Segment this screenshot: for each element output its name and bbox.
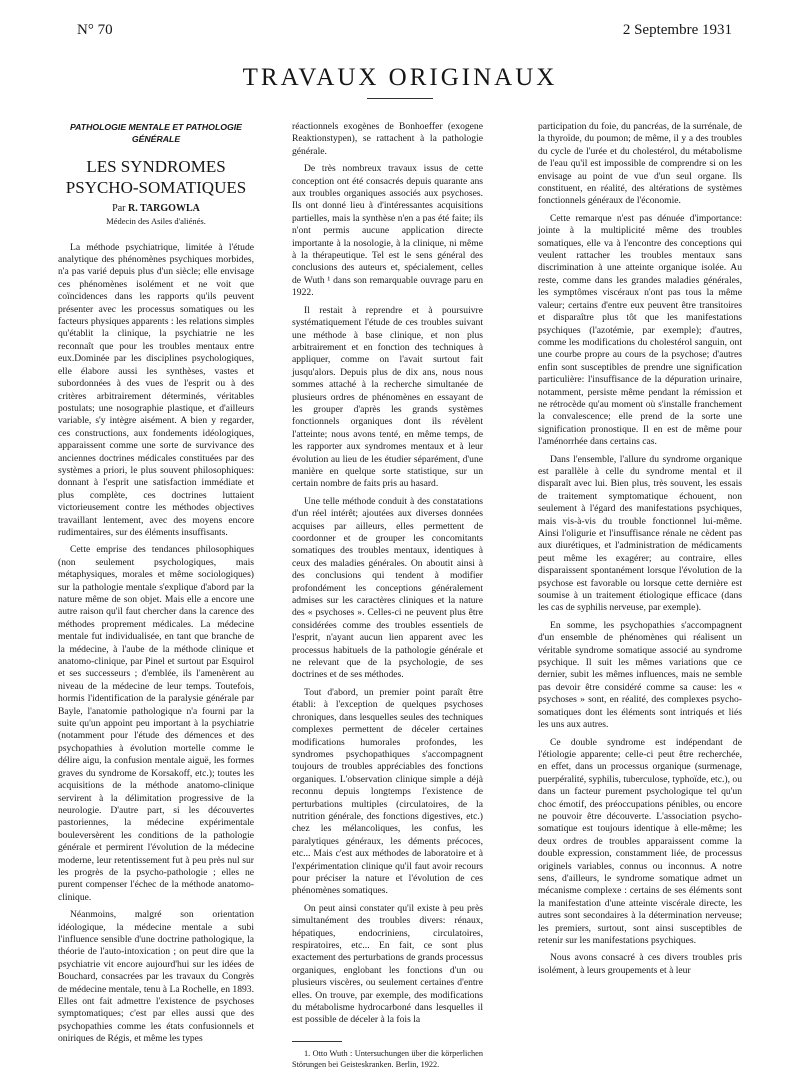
paragraph: Une telle méthode conduit à des constatations d'un réel intérêt; ajoutées aux diverses données acquises par ailleurs, elles permettent de coordonner et de grouper les concomitants somatiques des troubles mentaux, identiques à ceux des maladies générales. On aboutit ainsi à des conclusions qui tendent à modifier profondément les conceptions généralement admises sur les caractères cliniques et la nature des « psychoses ». Celles-ci ne peuvent plus être considérées comme des troubles essentiels de l'esprit, n'ayant aucun lien apparent avec les processus habituels de la pathologie générale et ne relevant que de la psychologie, de ses doctrines et de ses méthodes. (292, 495, 483, 681)
paragraph: De très nombreux travaux issus de cette conception ont été consacrés depuis quarante ans aux troubles organiques associés aux psychoses. Ils ont donné lieu à d'intéressantes acquisitions partielles, mais la synthèse n'en a pas été faite; ils n'ont permis aucune application directe importante à la nosologie, à la clinique, ni même à la thérapeutique. Tel est le sens général des conclusions des auteurs et, spécialement, celles de Wuth ¹ dans son remarquable ouvrage paru en 1922. (292, 163, 483, 299)
paragraph: Nous avons consacré à ces divers troubles pris isolément, à leurs groupements et à leur (538, 952, 742, 976)
page-number: N° 70 (77, 22, 113, 38)
paragraph: Tout d'abord, un premier point paraît être établi: à l'exception de quelques psychoses chroniques, dans lesquelles seules des techniques complexes permettent de déceler certaines modifications humorales profondes, les syndromes psychopathiques s'accompagnent toujours de troubles appréciables des fonctions organiques. L'observation clinique simple a déjà reconnu depuis longtemps l'existence de perturbations multiples (circulatoires, de la nutrition générale, des fonctions digestives, etc.) chez les mélancoliques, les confus, les paralytiques généraux, les déments précoces, etc... Mais c'est aux méthodes de laboratoire et à l'expérimentation clinique qu'il faut avoir recours pour préciser la nature et l'évolution de ces phénomènes somatiques. (292, 686, 483, 897)
heading-rule (367, 98, 433, 99)
footnote-rule (292, 1041, 342, 1042)
paragraph: Néanmoins, malgré son orientation idéologique, la médecine mentale a subi l'influence sensible d'une doctrine pathologique, la théorie de l'auto-intoxication ; on peut dire que la psychiatrie vit encore aujourd'hui sur les idées de Bouchard, consacrées par les travaux du Congrès de médecine mentale, tenu à La Rochelle, en 1893. Elles ont fait admettre l'existence de psychoses symptomatiques; c'est par elles aussi que des psychopathies comme les états confusionnels et oniriques de Régis, et même les types (58, 909, 254, 1045)
column-3 (538, 121, 742, 977)
article-title (58, 156, 254, 198)
paragraph: En somme, les psychopathies s'accompagnent d'un ensemble de phénomènes qui réalisent un véritable syndrome somatique associé au syndrome psychique. Il suit les mêmes variations que ce dernier, subit les mêmes influences, mais ne semble pas devoir être considéré comme sa cause: les « psychoses » sont, en réalité, des complexes psycho-somatiques dont les éléments sont intriqués et liés les uns aux autres. (538, 619, 742, 731)
article-title-line-1: LES SYNDROMES (86, 156, 226, 176)
paragraph: Cette emprise des tendances philosophiques (non seulement psychologiques, mais métaphysiques, morales et même sociologiques) sur la pathologie mentale s'explique d'abord par la nature même de son objet. Mais elle a encore une autre raison qu'il faut chercher dans la carence des méthodes proprement médicales. La médecine mentale fut individualisée, en tant que branche de la médecine, à l'aube de la méthode clinique et anatomo-clinique, par Pinel et surtout par Esquirol et ses successeurs ; d'emblée, ils l'amenèrent au niveau de la médecine de leur temps. Toutefois, hormis l'identification de la paralysie générale par Bayle, l'anatomie pathologique n'a fourni par la suite qu'un appoint peu important à la psychiatrie (notamment pour l'étude des démences et des psychopathies à évolution mortelle comme le délire aigu, la confusion mentale aiguë, les formes graves du syndrome de Korsakoff, etc.); toutes les acquisitions de la méthode anatomo-clinique servirent à la délimitation progressive de la neurologie. D'autre part, si les découvertes pastoriennes, la médecine expérimentale bouleversèrent les conditions de la pathologie générale et permirent l'évolution de la médecine moderne, leur retentissement fut à peu près nul sur les progrès de la psycho-pathologie ; elles ne purent compenser l'échec de la méthode anatomo-clinique. (58, 544, 254, 903)
author-affiliation: Médecin des Asiles d'aliénés. (106, 216, 206, 227)
author-name: R. TARGOWLA (127, 202, 200, 214)
article-section: PATHOLOGIE MENTALE ET PATHOLOGIE GÉNÉRALE (70, 122, 242, 145)
column-2 (292, 121, 483, 1070)
paragraph: On peut ainsi constater qu'il existe à peu près simultanément des troubles divers: rénaux, hépatiques, endocriniens, circulatoires, respiratoires, etc... En fait, ce sont plus exactement des perturbations de grands processus organiques, englobant les fonctions d'un ou plusieurs viscères, ou seulement certaines d'entre elles. On trouve, par exemple, des modifications du métabolisme hydrocarboné dans lesquelles il est possible de déceler à la fois la (292, 902, 484, 1026)
author-prefix: Par (112, 202, 126, 214)
column-1 (58, 121, 254, 1046)
paragraph: Il restait à reprendre et à poursuivre systématiquement l'étude de ces troubles suivant une méthode à base clinique, et non plus arbitrairement et en fonction des techniques à appliquer, comme on l'avait surtout fait jusqu'alors. Depuis plus de dix ans, nous nous sommes attaché à la recherche simultanée de plusieurs ordres de phénomènes en essayant de les grouper d'après les grands systèmes fonctionnels organiques dont ils révèlent l'atteinte; nous avons tenté, en même temps, de les rapporter aux syndromes mentaux et à leur évolution au lieu de les étudier séparément, d'une manière en quelque sorte statistique, sur un certain nombre de faits pris au hasard. (292, 304, 483, 490)
article-title-line-2: PSYCHO-SOMATIQUES (65, 177, 247, 197)
paragraph: participation du foie, du pancréas, de la surrénale, de la thyroïde, du poumon; de même, il y a des troubles du cycle de l'urée et du cholestérol, du métabolisme de l'eau qu'il est impossible de comprendre si on les envisage au point de vue d'un seul organe. Ils constituent, en réalité, des altérations de systèmes fonctionnels généraux de l'économie. (538, 121, 742, 207)
footnote: 1. Otto Wuth : Untersuchungen über die körperlichen Störungen bei Geisteskranken. Berlin, 1922. (292, 1048, 483, 1069)
byline (58, 203, 254, 215)
section-heading: TRAVAUX ORIGINAUX (242, 64, 558, 91)
paragraph: La méthode psychiatrique, limitée à l'étude analytique des phénomènes psychiques morbides, n'a pas varié depuis plus d'un siècle; elle envisage ces phénomènes isolément et ne voit que coïncidences dans les rapports qu'ils peuvent présenter avec les processus somatiques ou les facteurs physiques apparents : les relations simples qu'établit la clinique, la psychiatrie ne les reconnaît que pour les troubles mentaux entre eux.Dominée par les disciplines psychologiques, elle élabore aussi les synthèses, vastes et subordonnées à des vues de l'esprit ou à des critères arbitrairement déterminés, véritables postulats; une nosographie plastique, et d'ailleurs variable, s'y intègre aisément. A bien y regarder, ces constructions, aux fondements idéologiques, apparaissent comme une sorte de survivance des anciennes doctrines médicales constituées par des systèmes a priori, le plus souvent philosophiques: donnant à l'esprit une satisfaction immédiate et plus complète, ces doctrines luttaient victorieusement contre les méthodes objectives travaillant lentement, avec des moyens encore rudimentaires, sur des éléments insuffisants. (58, 241, 254, 538)
paragraph: Dans l'ensemble, l'allure du syndrome organique est parallèle à celle du syndrome mental et il disparaît avec lui. Bien plus, très souvent, les essais de traitement symptomatique échouent, non seulement à l'égard des manifestations psychiques, mais vis-à-vis du trouble fonctionnel lui-même. Ainsi l'oligurie et l'insuffisance rénale ne cèdent pas aux diurétiques, et l'administration de médicaments peut même les exagérer; au contraire, elles disparaissent spontanément lorsque l'évolution de la psychose est favorable ou lorsque cette dernière est soumise à un traitement étiologique efficace (dans les cas de syphilis nerveuse, par exemple). (538, 453, 742, 614)
paragraph: Cette remarque n'est pas dénuée d'importance: jointe à la multiplicité même des troubles somatiques, elle va à l'encontre des conceptions qui veulent rattacher les troubles mentaux sans discrimination à une atteinte organique isolée. Au reste, comme dans les grandes maladies générales, les symptômes viscéraux n'ont pas tous la même valeur; certains d'entre eux peuvent être transitoires et disparaître plus tôt que les manifestations psychiques (l'azotémie, par exemple); d'autres, comme les modifications du cholestérol sanguin, ont une courbe propre au cours de la psychose; d'autres enfin sont susceptibles de prendre une signification particulière: l'insuffisance de la dépuration urinaire, notamment, persiste même pendant la rémission et ne rétrocède qu'au moment où s'installe franchement la convalescence; elle prend de la sorte une signification pronostique. Il en est de même pour l'aménorrhée dans certains cas. (538, 212, 742, 448)
issue-date: 2 Septembre 1931 (622, 22, 732, 38)
paragraph: réactionnels exogènes de Bonhoeffer (exogene Reaktionstypen), se rattachent à la pathologie générale. (292, 121, 483, 157)
paragraph: Ce double syndrome est indépendant de l'étiologie apparente; celle-ci peut être recherchée, en effet, dans un processus organique (surmenage, puerpéralité, syphilis, tuberculose, typhoïde, etc.), ou dans un facteur purement psychologique tel qu'un choc émotif, des préoccupations pénibles, ou encore ne pouvoir être découverte. L'association psycho-somatique est toujours identique à elle-même; les deux ordres de troubles apparaissent comme la double expression, constamment liée, de processus originels variables, connus ou inconnus. A notre sens, d'ailleurs, le syndrome somatique admet un mécanisme complexe : certains de ses éléments sont la manifestation d'une atteinte viscérale directe, les autres sont secondaires à la détermination nerveuse; les premiers, surtout, sont ainsi susceptibles de retenir sur les manifestations psychiques. (538, 736, 742, 946)
